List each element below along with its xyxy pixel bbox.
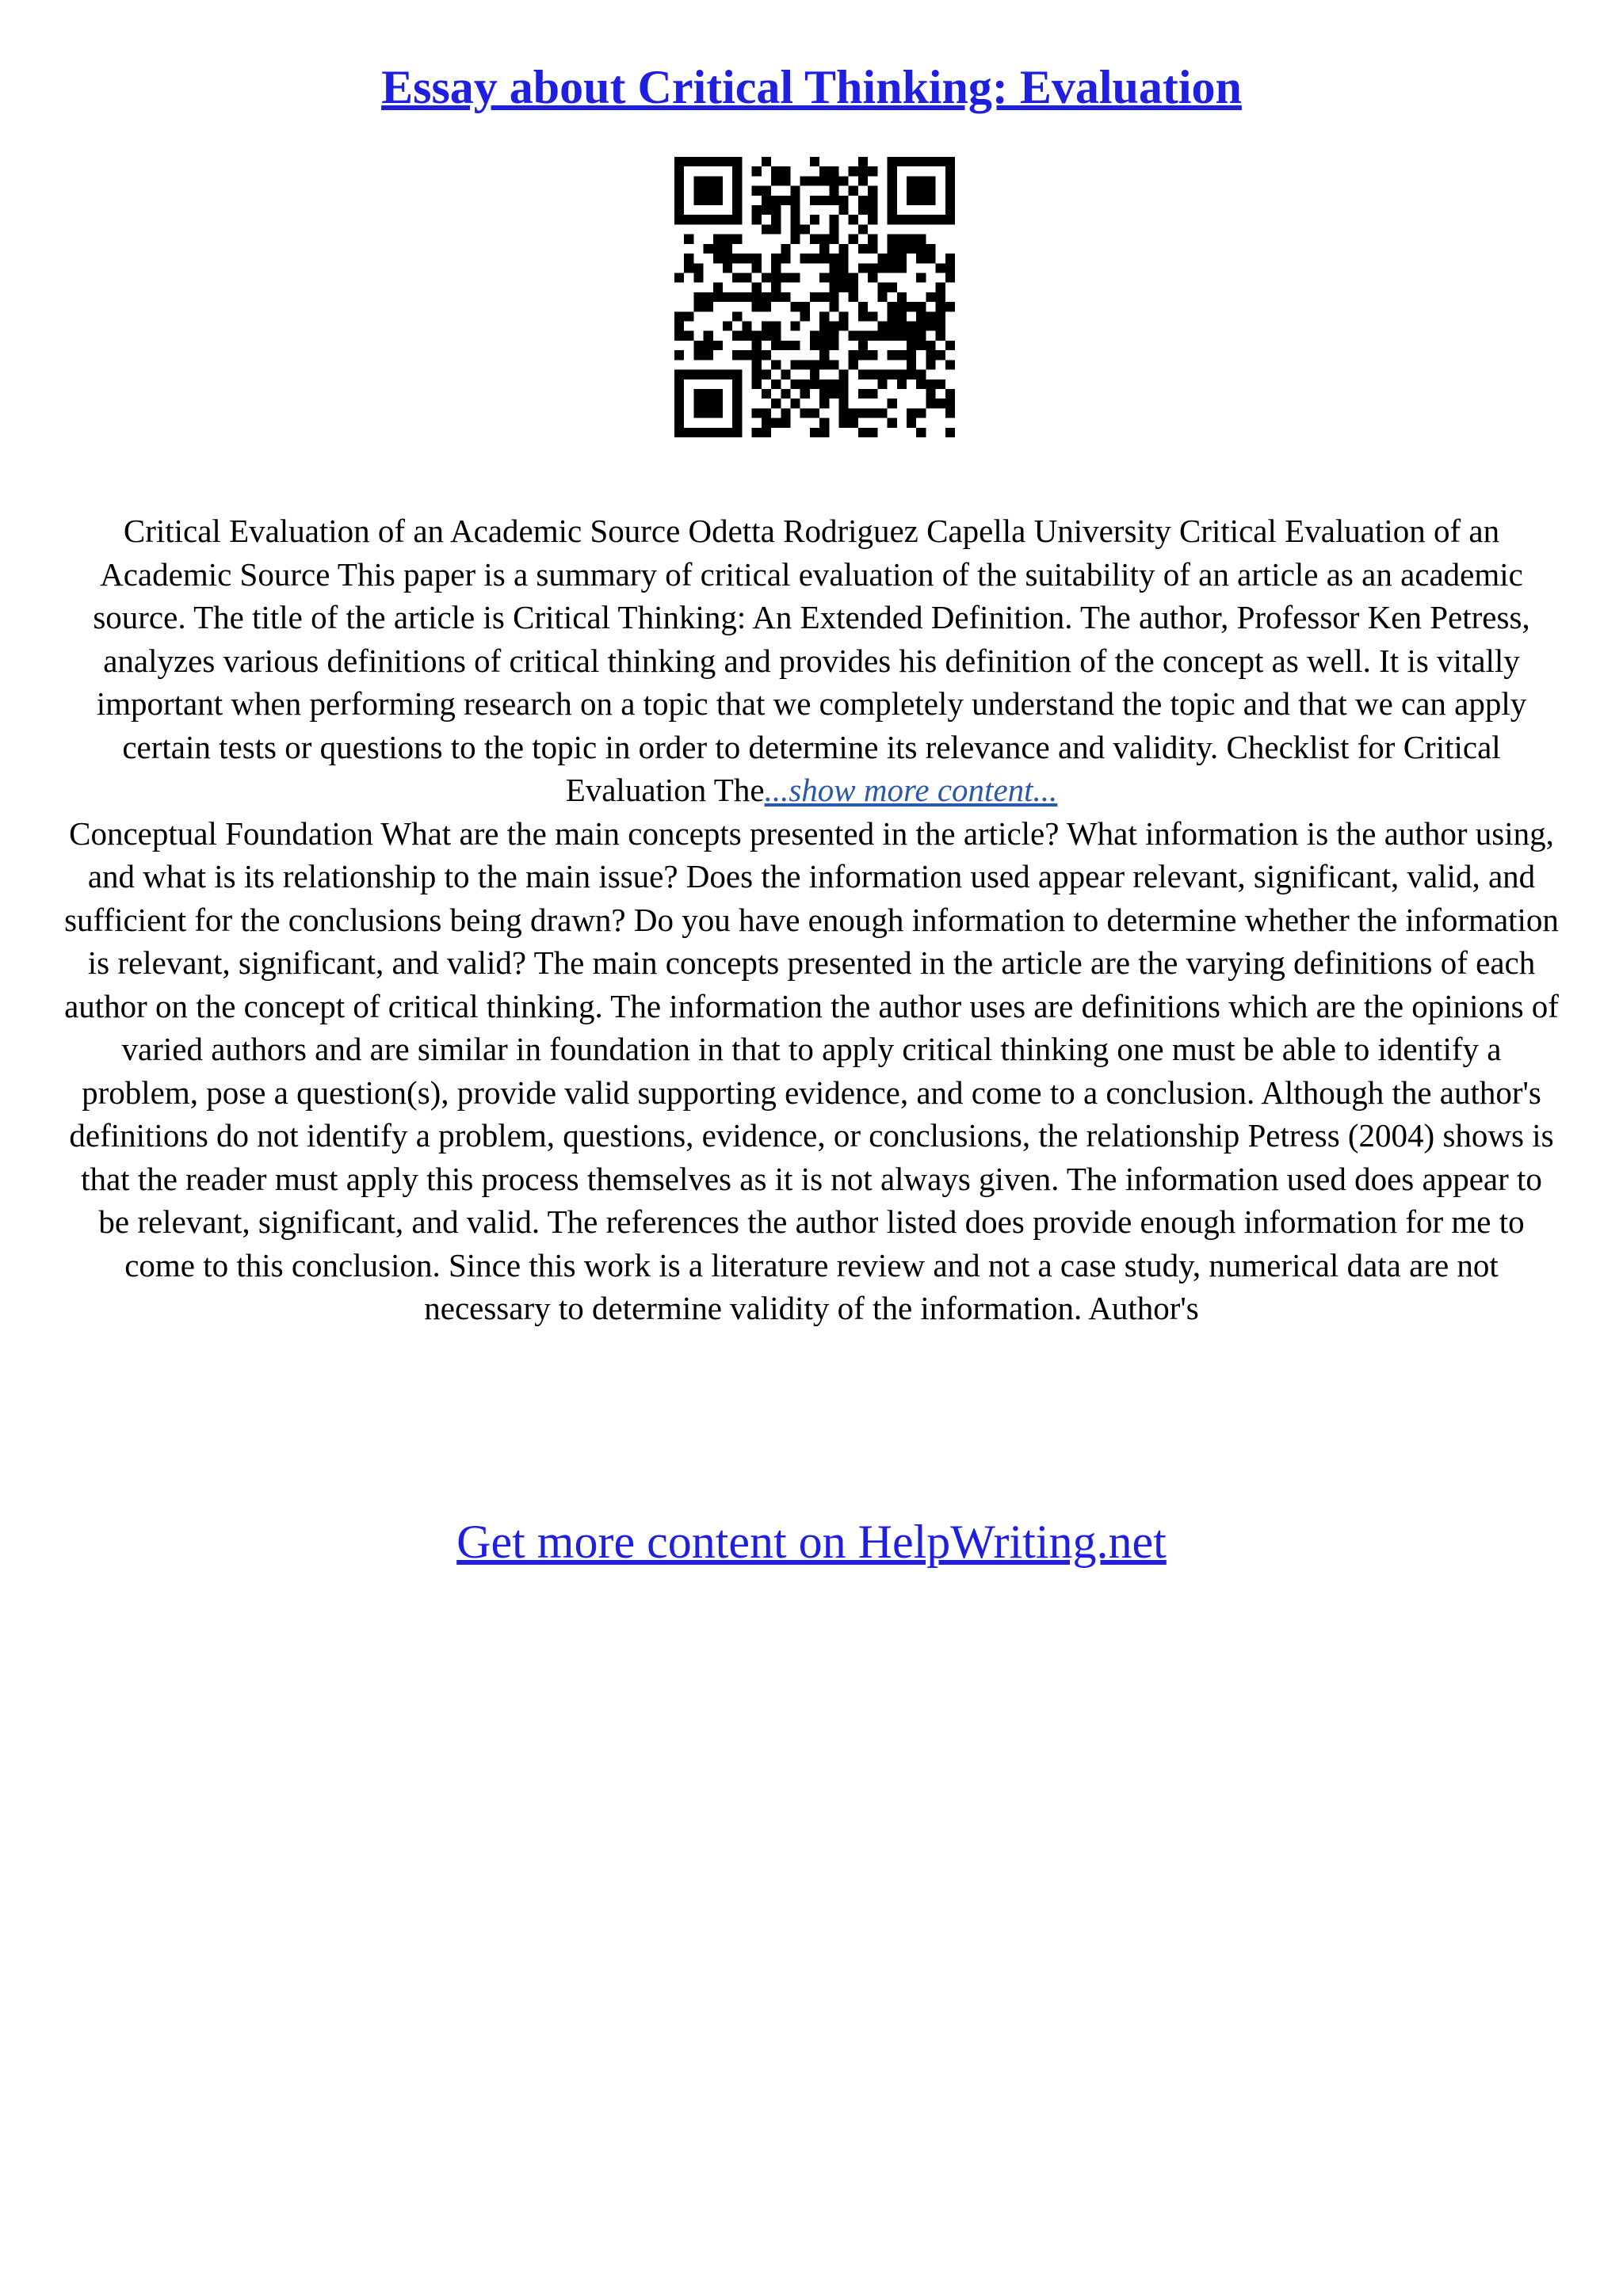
essay-paragraph-intro: Critical Evaluation of an Academic Source Odetta Rodriguez Capella University Critical Evaluation of an Academic Source This paper is a summary of critical evaluation of the suitability of an article as an academic source. The title of the article is Critical Thinking: An Extended Definition. The author, Professor Ken Petress, analyzes various definitions of critical thinking and provides his definition of the concept as well. It is vitally important when performing research on a topic that we completely understand the topic and that we can apply certain tests or questions to the topic in order to determine its relevance and validity. Checklist for Critical Evaluation The (93, 513, 1530, 808)
helpwriting-link[interactable]: Get more content on HelpWriting.net (456, 1516, 1167, 1568)
show-more-link[interactable]: ...show more content... (764, 772, 1058, 808)
essay-paragraph-foundation: Conceptual Foundation What are the main concepts presented in the article? What information is the author using, and what is its relationship to the main issue? Does the information used appear relevant, significant, valid, and sufficient for the conclusions being drawn? Do you have enough information to determine whether the information is relevant, significant, and valid? The main concepts presented in the article are the varying definitions of each author on the concept of critical thinking. The information the author uses are definitions which are the opinions of varied authors and are similar in foundation in that to apply critical thinking one must be able to identify a problem, pose a question(s), provide valid supporting evidence, and come to a conclusion. Although the author's definitions do not identify a problem, questions, evidence, or conclusions, the relationship Petress (2004) shows is that the reader must apply this process themselves as it is not always given. The information used does appear to be relevant, significant, and valid. The references the author listed does provide enough information for me to come to this conclusion. Since this work is a literature review and not a case study, numerical data are not necessary to determine validity of the information. Author's (64, 814, 1559, 1326)
essay-excerpt (63, 509, 1560, 1330)
title-link[interactable]: Essay about Critical Thinking: Evaluation (381, 61, 1242, 113)
qr-code-graphic (674, 157, 955, 437)
footer-cta (0, 1512, 1623, 1572)
document-title (0, 55, 1623, 119)
qr-code-icon (674, 157, 955, 437)
